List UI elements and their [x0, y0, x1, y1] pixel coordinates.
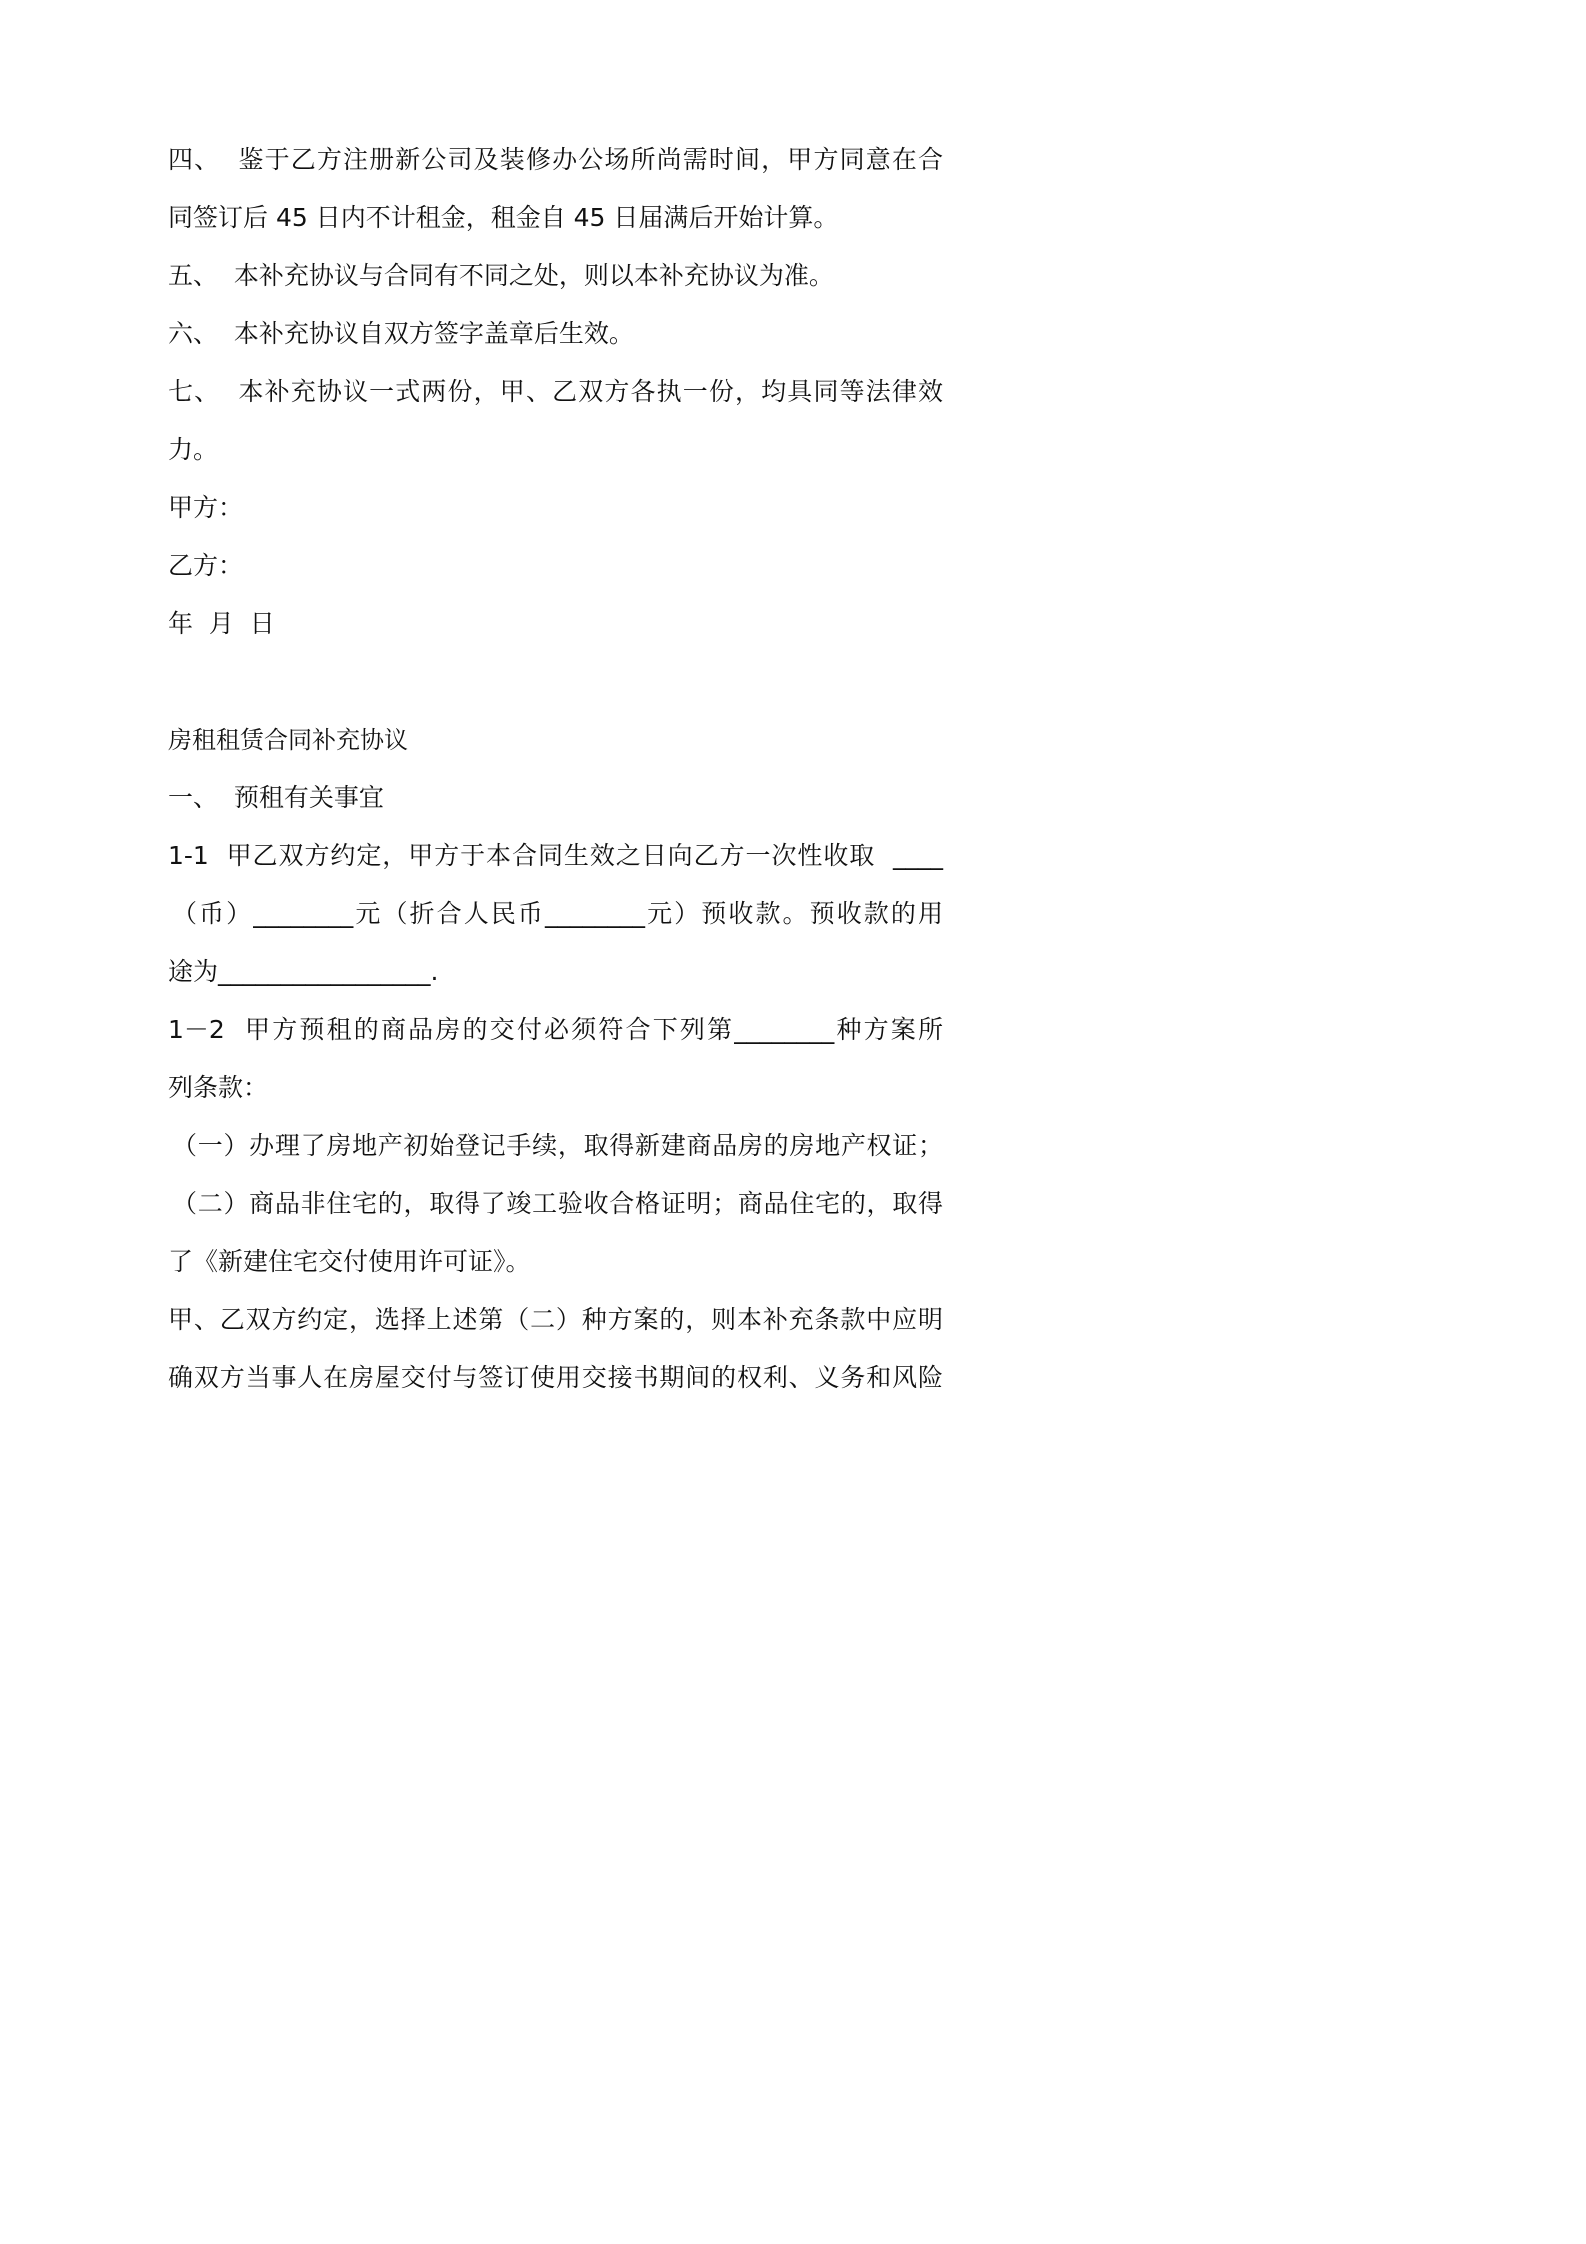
heading-presale: 一、 预租有关事宜	[168, 783, 384, 812]
item-4-line-2: 同签订后 45 日内不计租金，租金自 45 日届满后开始计算。	[168, 203, 839, 232]
item-6: 六、 本补充协议自双方签字盖章后生效。	[168, 319, 634, 348]
item-7-line-2: 力。	[168, 435, 219, 464]
party-a-label: 甲方：	[168, 493, 244, 522]
party-b-label: 乙方：	[168, 551, 244, 580]
clause-1-1-line-1: 1-1 甲乙双方约定，甲方于本合同生效之日向乙方一次性收取 ____	[168, 841, 943, 870]
item-4-line-1: 四、 鉴于乙方注册新公司及装修办公场所尚需时间，甲方同意在合	[168, 145, 943, 174]
signature-date: 年 月 日	[168, 609, 275, 638]
option-2-line-1: （二）商品非住宅的，取得了竣工验收合格证明；商品住宅的，取得	[172, 1189, 943, 1218]
item-7-line-1: 七、 本补充协议一式两份，甲、乙双方各执一份，均具同等法律效	[168, 377, 943, 406]
agreement-note-line-2: 确双方当事人在房屋交付与签订使用交接书期间的权利、义务和风险	[168, 1363, 943, 1392]
document-title: 房租租赁合同补充协议	[168, 726, 408, 754]
agreement-note-line-1: 甲、乙双方约定，选择上述第（二）种方案的，则本补充条款中应明	[168, 1305, 943, 1334]
clause-1-2-line-1: 1－2 甲方预租的商品房的交付必须符合下列第________种方案所	[168, 1015, 943, 1044]
clause-1-1-line-3: 途为_________________.	[168, 957, 439, 986]
document-page	[0, 0, 1100, 1556]
item-5: 五、 本补充协议与合同有不同之处，则以本补充协议为准。	[168, 261, 834, 290]
option-2-line-2: 了《新建住宅交付使用许可证》。	[168, 1247, 531, 1276]
clause-1-1-line-2: （币）________元（折合人民币________元）预收款。预收款的用	[172, 899, 943, 928]
clause-1-2-line-2: 列条款：	[168, 1073, 269, 1102]
option-1: （一）办理了房地产初始登记手续，取得新建商品房的房地产权证；	[172, 1131, 943, 1160]
